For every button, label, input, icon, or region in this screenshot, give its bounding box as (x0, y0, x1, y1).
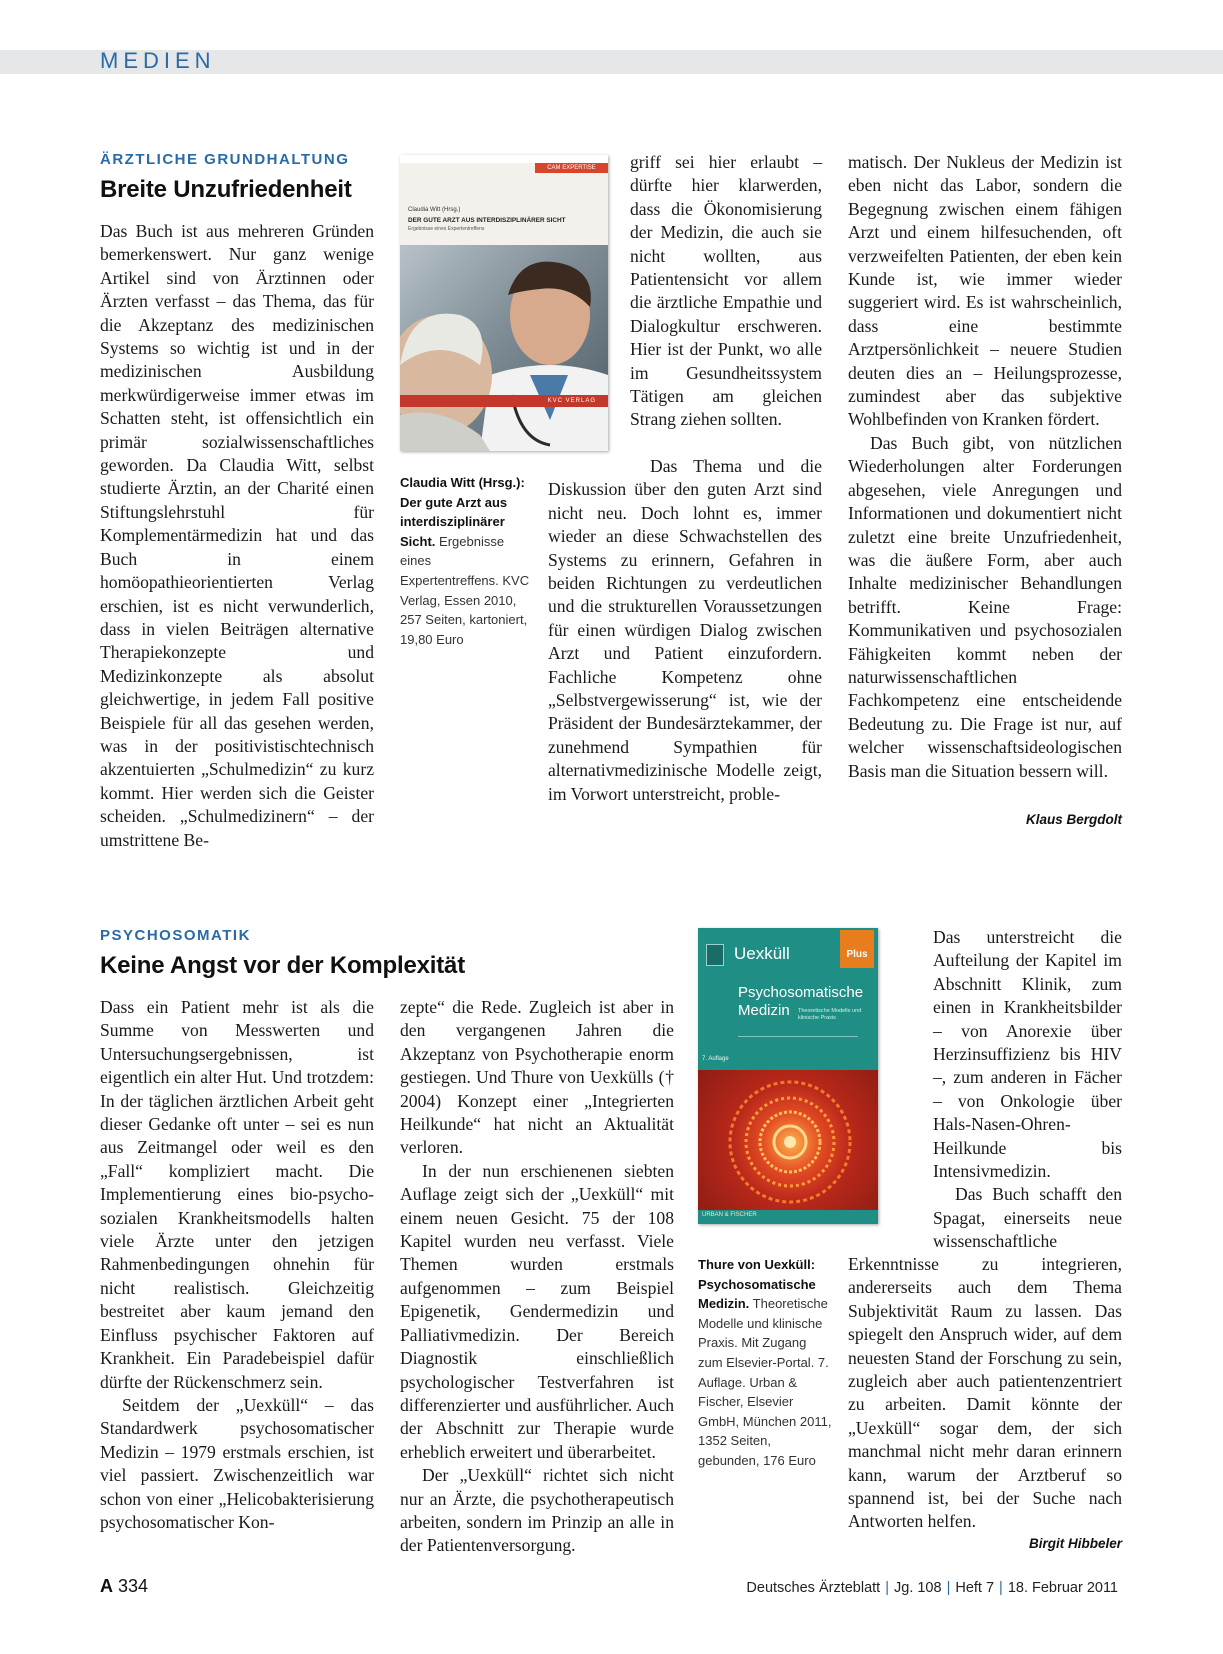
cover-plus-badge: Plus (840, 930, 874, 968)
section-label: MEDIEN (100, 48, 216, 73)
paragraph: Dass ein Patient mehr ist als die Summe von Messwerten und Untersuchungsergebnissen, ist eigentlich ein alter Hut. Und trotzdem: In der täglichen ärztlichen Arbeit geht dieser Gedanke oft unter – sei es nun aus Zeitmangel oder weil es den „Fall“ kompliziert macht. Die Implementierung eines bio-psycho-sozialen Krankheitsmodells halten viele Ärzte unter den jetzigen Rahmenbedingungen ohnehin für nicht realistisch. Gleichzeitig bestreitet aber kaum jemand den Einfluss psychischer Faktoren auf Krankheit. Ein Paradebeispiel dafür dürfte der Rückenschmerz sein. (100, 997, 374, 1392)
book-caption-uexkuell (698, 1255, 833, 1471)
page-number: A 334 (100, 1576, 149, 1596)
elsevier-logo-icon (706, 944, 724, 966)
cover-subtitle: Ergebnisse eines Expertentreffens (408, 226, 485, 232)
article1-kicker: ÄRZTLICHE GRUNDHALTUNG (100, 151, 350, 168)
article2-column-1 (100, 996, 374, 1534)
caption-details: Theoretische Modelle und klinische Praxis. Mit Zugang zum Elsevier-Portal. 7. Auflage. Urban & Fischer, Elsevier GmbH, München 2011, 1352 Seiten, gebunden, 176 Euro (698, 1296, 832, 1468)
journal-volume: Jg. 108 (894, 1580, 942, 1596)
cover-title: DER GUTE ARZT AUS INTERDISZIPLINÄRER SICHT (408, 217, 566, 224)
paragraph: Das unterstreicht die Aufteilung der Kapitel im Abschnitt Klinik, zum einen in Krankheitsbilder – von Anorexie über Herzinsuffizienz bis HIV –, zum anderen in Fächer – von Onkologie über Hals-Nasen-Ohren-Heilkunde bis Intensivmedizin. (933, 927, 1122, 1182)
paragraph: Das Buch ist aus mehreren Gründen bemerkenswert. Nur ganz wenige Artikel sind von Ärztinnen oder Ärzten verfasst – das Thema, das für die Akzeptanz des medizinischen Systems so wichtig ist und in der medizinischen Ausbildung merkwürdigerweise immer etwas im Schatten steht, ist offensichtlich ein primär sozialwissenschaftliches geworden. Da Claudia Witt, selbst studierte Ärztin, an der Charité einen Stiftungslehrstuhl für Komplementärmedizin hat und das Buch in einem homöopathieorientierten Verlag erschien, ist es nicht verwunderlich, dass in vielen Beiträgen alternative Therapiekonzepte und Medizinkonzepte als absolut gleichwertige, in jedem Fall positive Beispiele für all das gesehen werden, was in der positivistischtechnisch akzentuierten „Schulmedizin“ zu kurz kommt. Hier werden sich die Geister scheiden. „Schulmedizinern“ – der umstrittene Be- (100, 221, 374, 850)
article2-kicker: PSYCHOSOMATIK (100, 927, 251, 944)
article1-column-2b (548, 455, 822, 806)
cover-publisher: KVC VERLAG (400, 395, 608, 407)
cover-photo-doctors (400, 245, 608, 451)
paragraph: Das Buch schafft den Spagat, einerseits neue wissenschaftliche (933, 1184, 1122, 1252)
paragraph: Das Thema und die Diskussion über den guten Arzt sind nicht neu. Doch lohnt es, immer wieder an diese Schwachstellen des Systems zu erinnern, Gefahren in beiden Richtungen zu verdeutlichen und die strukturellen Voraussetzungen für einen würdigen Dialog zwischen Arzt und Patient einzufordern. Fachliche Kompetenz ohne „Selbstvergewisserung“ ist, wie der Präsident der Bundesärztekammer, der zunehmend Sympathien für alternativmedizinische Modelle zeigt, im Vorwort unterstreicht, proble- (548, 456, 822, 804)
paragraph: zepte“ die Rede. Zugleich ist aber in den vergangenen Jahren die Akzeptanz von Psychotherapie enorm gestiegen. Und Thure von Uexkülls († 2004) Konzept einer „Integrierten Heilkunde“ hat nicht an Aktualität verloren. (400, 997, 674, 1158)
article1-column-1 (100, 220, 374, 852)
cover-ammonite-image (698, 1070, 878, 1210)
article1-column-2a (630, 151, 822, 432)
book-cover-witt (400, 155, 608, 451)
caption-details: Ergebnisse eines Expertentreffens. KVC Verlag, Essen 2010, 257 Seiten, kartoniert, 19,80 Euro (400, 533, 530, 647)
cover-title: Psychosomatische Medizin (738, 984, 864, 1019)
article2-author: Birgit Hibbeler (1028, 1536, 1122, 1551)
paragraph: Erkenntnisse zu integrieren, andererseits auch dem Thema Subjektivität Raum zu lassen. Das spiegelt den Anspruch wider, auf dem neuesten Stand der Forschung zu sein, zugleich aber auch patientenzentriert zu arbeiten. Damit könnte der „Uexküll“ sogar dem, der sich manchmal nicht mehr daran erinnern kann, warum der Arztberuf so spannend ist, bei der Suche nach Antworten helfen. (848, 1254, 1122, 1532)
cover-subtitle: Theoretische Modelle und klinische Praxis (798, 1008, 862, 1021)
caption-title: Thure von Uexküll: Psychosomatische Medizin. (698, 1257, 816, 1312)
paragraph: In der nun erschienenen siebten Auflage zeigt sich der „Uexküll“ mit einem neuen Gesicht. 75 der 108 Kapitel wurden neu verfasst. Viele Themen wurden erstmals aufgenommen – zum Beispiel Epigenetik, Gendermedizin und Palliativmedizin. Der Bereich Diagnostik einschließlich psychologischer Testverfahren ist differenzierter und ausführlicher. Auch der Abschnitt zur Therapie wurde erheblich erweitert und überarbeitet. (400, 1160, 674, 1462)
cover-edition: 7. Auflage (702, 1056, 729, 1062)
paragraph: matisch. Der Nukleus der Medizin ist eben nicht das Labor, sondern die Begegnung zwischen einem fähigen Arzt und einem hilfesuchenden, oft verzweifelten Patienten, der eben kein Kunde ist, wie immer wieder suggeriert wird. Es ist wahrscheinlich, dass eine bestimmte Arztpersönlichkeit – neuere Studien deuten dies an – Heilungsprozesse, zumindest aber das subjektive Wohlbefinden von Kranken fördert. (848, 152, 1122, 430)
footer-journal-info: Deutsches Ärzteblatt | Jg. 108 | Heft 7 | 18. Februar 2011 (746, 1580, 1118, 1596)
cover-publisher: URBAN & FISCHER (702, 1212, 757, 1218)
paragraph: Seitdem der „Uexküll“ – das Standardwerk psychosomatischer Medizin – 1979 erstmals erschien, ist viel passiert. Zwischenzeitlich war schon von einer „Helicobakterisierung psychosomatischer Kon- (100, 1394, 374, 1532)
paragraph: Der „Uexküll“ richtet sich nicht nur an Ärzte, die psychotherapeutisch arbeiten, sondern im Prinzip an alle in der Patientenversorgung. (400, 1465, 674, 1556)
cover-editor: Claudia Witt (Hrsg.) (408, 207, 461, 213)
article1-author: Klaus Bergdolt (1025, 812, 1122, 827)
journal-name: Deutsches Ärzteblatt (746, 1580, 881, 1596)
article2-column-3a (933, 926, 1122, 1254)
cover-series: CAM EXPERTISE (535, 163, 608, 173)
book-cover-uexkuell (698, 928, 878, 1224)
article2-column-3b (848, 1253, 1122, 1534)
article1-column-3 (848, 151, 1122, 783)
caption-title: Claudia Witt (Hrsg.): Der gute Arzt aus interdisziplinärer Sicht. (400, 475, 525, 549)
journal-issue: Heft 7 (955, 1580, 995, 1596)
article1-title: Breite Unzufriedenheit (100, 176, 352, 203)
article2-title: Keine Angst vor der Komplexität (100, 952, 465, 979)
paragraph: Das Buch gibt, von nützlichen Wiederholungen alter Forderungen abgesehen, viele Anregungen und Informationen und dokumentiert nicht zuletzt eine breite Unzufriedenheit, was die äußere Form, aber auch Inhalte medizinischer Behandlungen betrifft. Keine Frage: Kommunikativen und psychosozialen Fähigkeiten kommt neben der naturwissenschaftlichen Fachkompetenz eine entscheidende Bedeutung zu. Die Frage ist nur, auf welcher wissenschaftsideologischen Basis man die Situation bessern will. (848, 432, 1122, 781)
article2-column-2 (400, 996, 674, 1558)
book-caption-witt (400, 473, 530, 649)
cover-author: Uexküll (734, 944, 790, 963)
journal-date: 18. Februar 2011 (1007, 1580, 1118, 1596)
paragraph: griff sei hier erlaubt – dürfte hier klarwerden, dass die Ökonomisierung der Medizin, die auch sie nicht wollten, aus Patientensicht vor allem die ärztliche Empathie und Dialogkultur erschweren. Hier ist der Punkt, wo alle im Gesundheitssystem Tätigen am gleichen Strang ziehen sollten. (630, 152, 822, 430)
